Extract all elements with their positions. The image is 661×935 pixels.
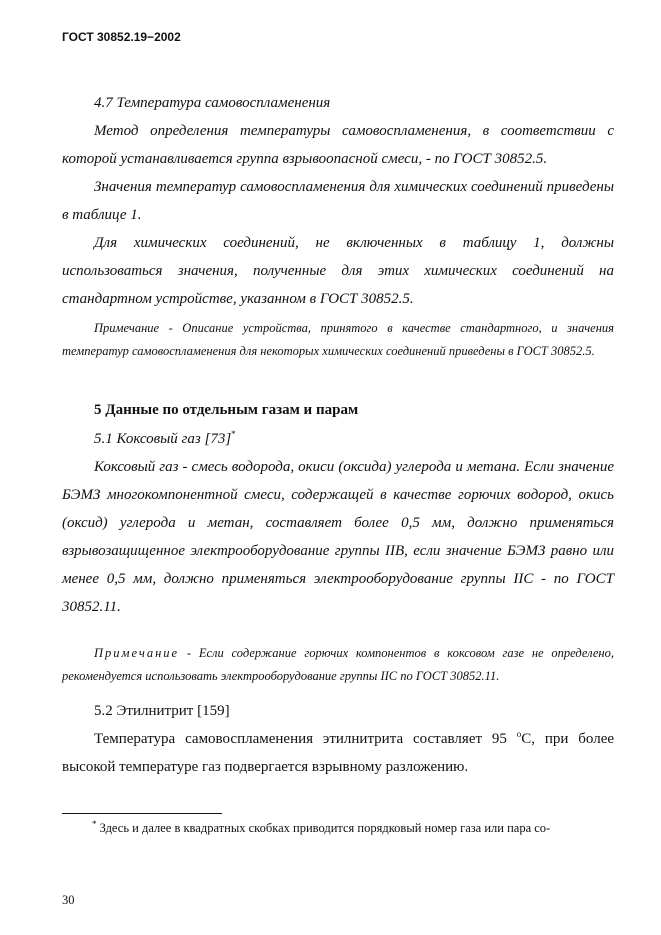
section-4-7-heading: 4.7 Температура самовоспламенения — [94, 95, 331, 111]
footnote — [62, 820, 614, 836]
note-label: Примечание — [94, 646, 180, 660]
section-5-1-note — [62, 642, 614, 688]
footnote-mark: * — [92, 818, 97, 829]
footnote-separator — [62, 813, 222, 814]
section-5-2-text-end: С, при более высокой температуре газ подвергается взрывному разложению. — [62, 731, 615, 775]
page-content — [62, 89, 614, 781]
section-4-7-paragraph-1: Метод определения температуры самовоспламенения, в соответствии с которой устанавливается группа взрывоопасной смеси, - по ГОСТ 30852.5. — [62, 123, 614, 167]
section-5-1-heading-text: 5.1 Коксовый газ [73] — [94, 431, 232, 447]
document-header: ГОСТ 30852.19−2002 — [62, 30, 181, 44]
section-5-2-paragraph — [62, 725, 614, 781]
section-4-7-paragraph-2: Значения температур самовоспламенения для химических соединений приведены в таблице 1. — [62, 179, 614, 223]
section-4-7-paragraph-3: Для химических соединений, не включенных в таблицу 1, должны использоваться значения, полученные для этих химических соединений на стандартном устройстве, указанном в ГОСТ 30852.5. — [62, 235, 614, 307]
section-5-1-paragraph: Коксовый газ - смесь водорода, окиси (оксида) углерода и метана. Если значение БЭМЗ многокомпонентной смеси, содержащей в качестве горючих водород, окись (оксид) углерода и метан, составляет более 0,5 мм, должно применяться взрывозащищенное электрооборудование группы IIB, если значение БЭМЗ равно или менее 0,5 мм, должно применяться электрооборудование группы IIC - по ГОСТ 30852.11. — [62, 459, 614, 615]
section-5-2-text-start: Температура самовоспламенения этилнитрита составляет 95 — [94, 731, 517, 747]
degree-mark: o — [516, 729, 522, 739]
section-5-1-heading — [62, 425, 614, 453]
section-5-heading: 5 Данные по отдельным газам и парам — [94, 402, 359, 418]
note-text: - Если содержание горючих компонентов в коксовом газе не определено, рекомендуется использовать электрооборудование группы IIC по ГОСТ 30852.11. — [62, 646, 614, 683]
section-5-2-heading: 5.2 Этилнитрит [159] — [94, 703, 230, 719]
section-4-7-note: Примечание - Описание устройства, принятого в качестве стандартного, и значения температур самовоспламенения для некоторых химических соединений приведены в ГОСТ 30852.5. — [62, 321, 614, 358]
footnote-text: Здесь и далее в квадратных скобках приводится порядковый номер газа или пара со- — [96, 821, 551, 835]
page-number: 30 — [62, 893, 75, 907]
footnote-marker: * — [231, 429, 236, 439]
